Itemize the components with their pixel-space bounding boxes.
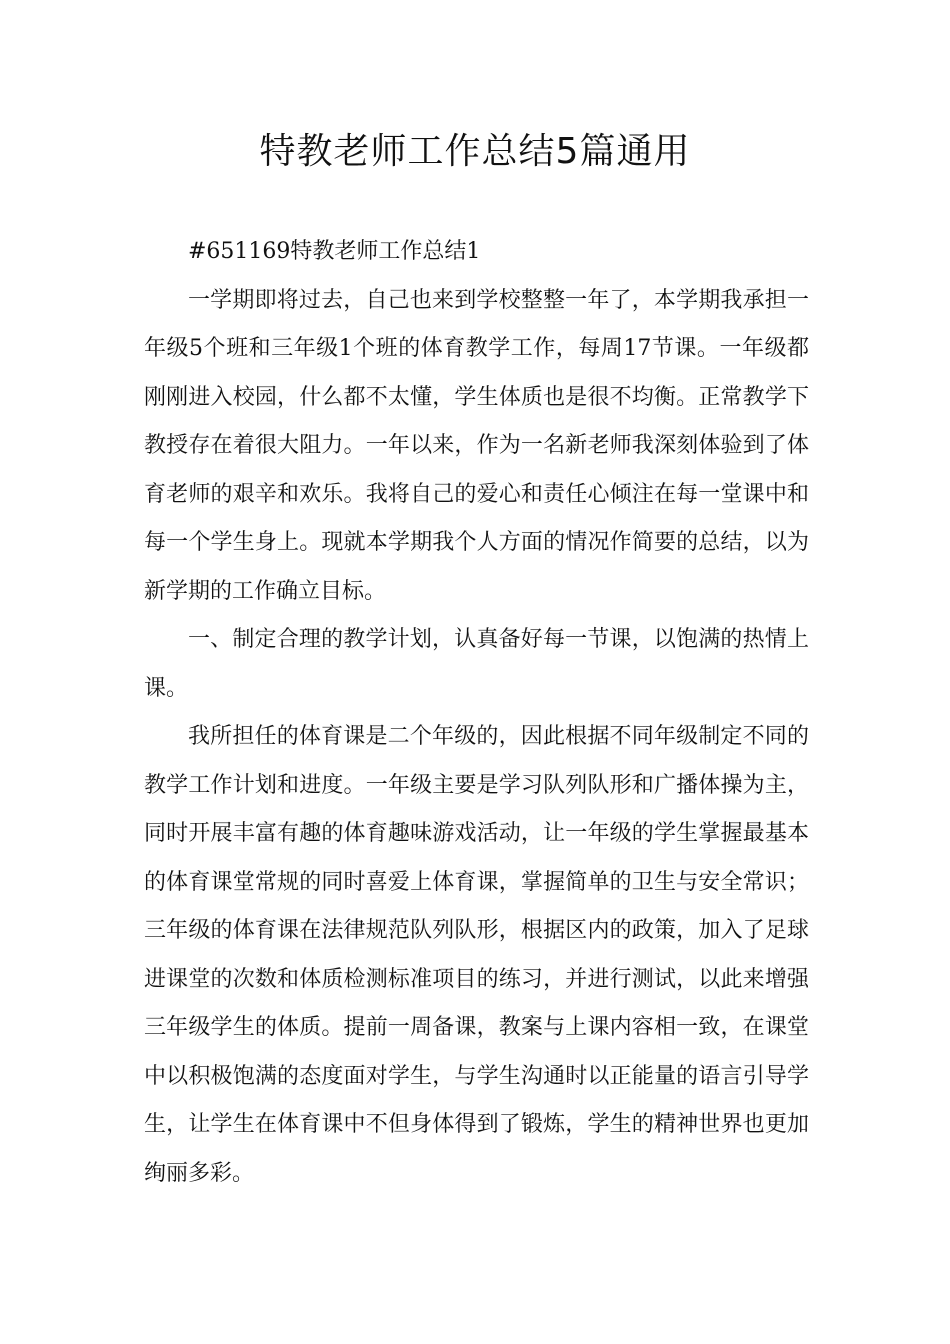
paragraph: 我所担任的体育课是二个年级的，因此根据不同年级制定不同的教学工作计划和进度。一年级主要是学习队列队形和广播体操为主，同时开展丰富有趣的体育趣味游戏活动，让一年级的学生掌握最基本的体育课堂常规的同时喜爱上体育课，掌握简单的卫生与安全常识；三年级的体育课在法律规范队列队形，根据区内的政策，加入了足球进课堂的次数和体质检测标准项目的练习，并进行测试，以此来增强三年级学生的体质。提前一周备课，教案与上课内容相一致，在课堂中以积极饱满的态度面对学生，与学生沟通时以正能量的语言引导学生，让学生在体育课中不但身体得到了锻炼，学生的精神世界也更加绚丽多彩。 (144, 724, 809, 1186)
paragraph: 一、制定合理的教学计划，认真备好每一节课，以饱满的热情上课。 (144, 627, 809, 701)
document-body (144, 228, 809, 1198)
paragraph: 一学期即将过去，自己也来到学校整整一年了，本学期我承担一年级5个班和三年级1个班的体育教学工作，每周17节课。一年级都刚刚进入校园，什么都不太懂，学生体质也是很不均衡。正常教学下教授存在着很大阻力。一年以来，作为一名新老师我深刻体验到了体育老师的艰辛和欢乐。我将自己的爱心和责任心倾注在每一堂课中和每一个学生身上。现就本学期我个人方面的情况作简要的总结，以为新学期的工作确立目标。 (144, 287, 809, 604)
document-title: 特教老师工作总结5篇通用 (259, 131, 691, 172)
section-heading: #651169特教老师工作总结1 (188, 239, 481, 264)
